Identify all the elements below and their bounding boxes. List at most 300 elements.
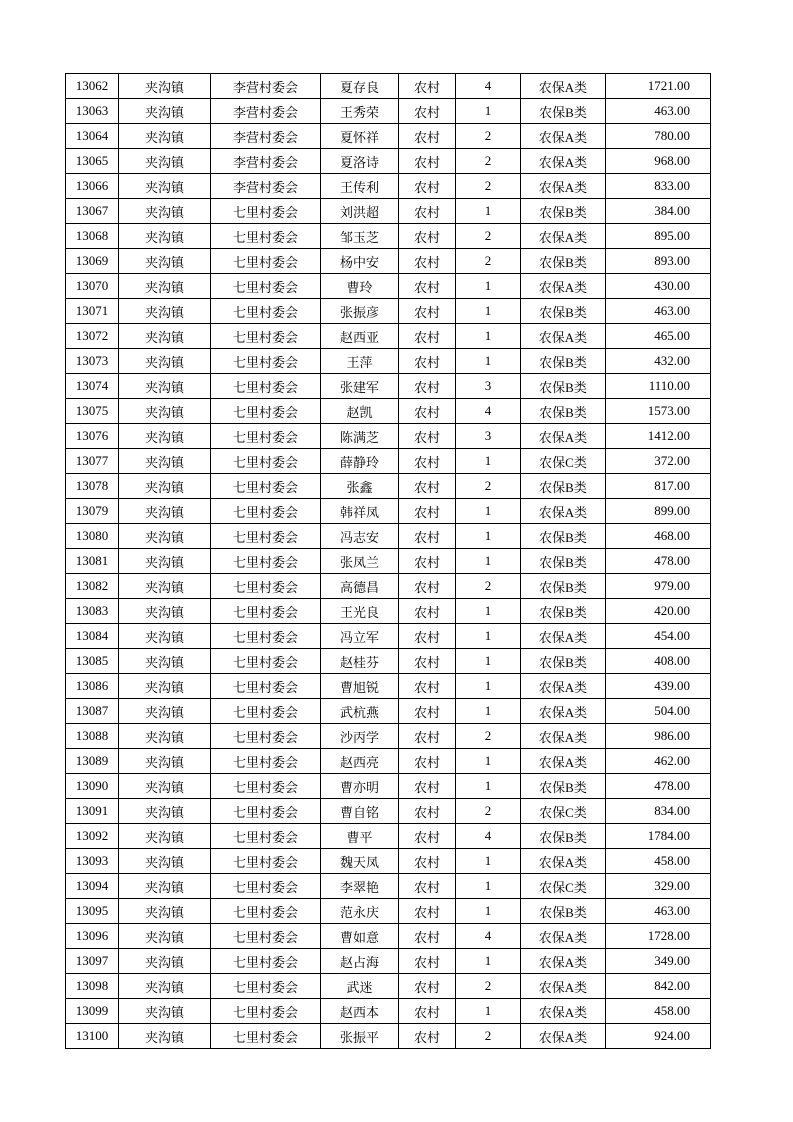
cell-town: 夹沟镇: [119, 924, 211, 949]
cell-insurance-category: 农保A类: [521, 624, 606, 649]
cell-member-count: 1: [456, 449, 521, 474]
cell-insurance-category: 农保A类: [521, 849, 606, 874]
cell-town: 夹沟镇: [119, 149, 211, 174]
cell-town: 夹沟镇: [119, 824, 211, 849]
cell-person-name: 夏存良: [321, 74, 399, 99]
cell-amount: 458.00: [606, 849, 711, 874]
cell-record-id: 13089: [66, 749, 119, 774]
cell-village-committee: 七里村委会: [211, 574, 321, 599]
cell-member-count: 1: [456, 349, 521, 374]
cell-record-id: 13093: [66, 849, 119, 874]
cell-area-type: 农村: [399, 374, 456, 399]
cell-insurance-category: 农保B类: [521, 249, 606, 274]
cell-person-name: 赵西本: [321, 999, 399, 1024]
cell-area-type: 农村: [399, 774, 456, 799]
cell-amount: 968.00: [606, 149, 711, 174]
cell-town: 夹沟镇: [119, 1024, 211, 1049]
cell-town: 夹沟镇: [119, 374, 211, 399]
table-row: [66, 799, 711, 824]
cell-member-count: 1: [456, 299, 521, 324]
cell-area-type: 农村: [399, 424, 456, 449]
cell-area-type: 农村: [399, 624, 456, 649]
cell-area-type: 农村: [399, 274, 456, 299]
cell-amount: 780.00: [606, 124, 711, 149]
cell-member-count: 2: [456, 224, 521, 249]
cell-town: 夹沟镇: [119, 474, 211, 499]
cell-record-id: 13063: [66, 99, 119, 124]
table-row: [66, 124, 711, 149]
cell-member-count: 1: [456, 499, 521, 524]
cell-record-id: 13084: [66, 624, 119, 649]
cell-person-name: 赵占海: [321, 949, 399, 974]
cell-area-type: 农村: [399, 899, 456, 924]
table-row: [66, 824, 711, 849]
cell-area-type: 农村: [399, 924, 456, 949]
table-row: [66, 899, 711, 924]
table-row: [66, 999, 711, 1024]
cell-record-id: 13094: [66, 874, 119, 899]
cell-area-type: 农村: [399, 474, 456, 499]
table-row: [66, 924, 711, 949]
cell-record-id: 13100: [66, 1024, 119, 1049]
cell-area-type: 农村: [399, 449, 456, 474]
cell-insurance-category: 农保B类: [521, 374, 606, 399]
table-row: [66, 149, 711, 174]
cell-person-name: 赵桂芬: [321, 649, 399, 674]
cell-record-id: 13065: [66, 149, 119, 174]
cell-record-id: 13062: [66, 74, 119, 99]
cell-amount: 432.00: [606, 349, 711, 374]
cell-insurance-category: 农保C类: [521, 799, 606, 824]
cell-town: 夹沟镇: [119, 449, 211, 474]
cell-amount: 420.00: [606, 599, 711, 624]
cell-amount: 893.00: [606, 249, 711, 274]
table-row: [66, 849, 711, 874]
cell-area-type: 农村: [399, 749, 456, 774]
cell-person-name: 魏天凤: [321, 849, 399, 874]
cell-village-committee: 七里村委会: [211, 599, 321, 624]
cell-insurance-category: 农保C类: [521, 449, 606, 474]
cell-amount: 924.00: [606, 1024, 711, 1049]
cell-area-type: 农村: [399, 399, 456, 424]
cell-person-name: 武迷: [321, 974, 399, 999]
table-row: [66, 724, 711, 749]
table-row: [66, 1024, 711, 1049]
cell-person-name: 沙丙学: [321, 724, 399, 749]
cell-area-type: 农村: [399, 949, 456, 974]
cell-amount: 463.00: [606, 899, 711, 924]
cell-insurance-category: 农保A类: [521, 999, 606, 1024]
cell-area-type: 农村: [399, 249, 456, 274]
cell-record-id: 13078: [66, 474, 119, 499]
cell-village-committee: 七里村委会: [211, 374, 321, 399]
cell-village-committee: 七里村委会: [211, 224, 321, 249]
cell-insurance-category: 农保A类: [521, 749, 606, 774]
cell-record-id: 13069: [66, 249, 119, 274]
cell-village-committee: 七里村委会: [211, 424, 321, 449]
table-row: [66, 174, 711, 199]
table-row: [66, 974, 711, 999]
cell-amount: 462.00: [606, 749, 711, 774]
cell-record-id: 13085: [66, 649, 119, 674]
cell-member-count: 1: [456, 999, 521, 1024]
cell-town: 夹沟镇: [119, 699, 211, 724]
cell-area-type: 农村: [399, 149, 456, 174]
cell-village-committee: 李营村委会: [211, 99, 321, 124]
cell-town: 夹沟镇: [119, 274, 211, 299]
cell-insurance-category: 农保A类: [521, 699, 606, 724]
cell-record-id: 13090: [66, 774, 119, 799]
table-row: [66, 599, 711, 624]
cell-amount: 899.00: [606, 499, 711, 524]
cell-amount: 349.00: [606, 949, 711, 974]
cell-member-count: 1: [456, 749, 521, 774]
cell-person-name: 薛静玲: [321, 449, 399, 474]
cell-record-id: 13077: [66, 449, 119, 474]
cell-insurance-category: 农保B类: [521, 774, 606, 799]
cell-village-committee: 七里村委会: [211, 799, 321, 824]
cell-area-type: 农村: [399, 499, 456, 524]
cell-town: 夹沟镇: [119, 324, 211, 349]
cell-member-count: 4: [456, 399, 521, 424]
cell-member-count: 1: [456, 99, 521, 124]
cell-member-count: 1: [456, 624, 521, 649]
cell-area-type: 农村: [399, 849, 456, 874]
cell-town: 夹沟镇: [119, 874, 211, 899]
cell-member-count: 1: [456, 849, 521, 874]
cell-insurance-category: 农保A类: [521, 124, 606, 149]
cell-town: 夹沟镇: [119, 399, 211, 424]
cell-town: 夹沟镇: [119, 174, 211, 199]
cell-village-committee: 七里村委会: [211, 274, 321, 299]
cell-area-type: 农村: [399, 99, 456, 124]
cell-insurance-category: 农保A类: [521, 274, 606, 299]
cell-area-type: 农村: [399, 649, 456, 674]
cell-amount: 458.00: [606, 999, 711, 1024]
cell-record-id: 13072: [66, 324, 119, 349]
cell-town: 夹沟镇: [119, 524, 211, 549]
cell-amount: 439.00: [606, 674, 711, 699]
cell-member-count: 4: [456, 924, 521, 949]
cell-insurance-category: 农保B类: [521, 599, 606, 624]
cell-village-committee: 七里村委会: [211, 499, 321, 524]
cell-town: 夹沟镇: [119, 974, 211, 999]
cell-record-id: 13087: [66, 699, 119, 724]
cell-town: 夹沟镇: [119, 199, 211, 224]
cell-person-name: 杨中安: [321, 249, 399, 274]
cell-area-type: 农村: [399, 224, 456, 249]
table-row: [66, 524, 711, 549]
cell-town: 夹沟镇: [119, 999, 211, 1024]
cell-person-name: 曹玲: [321, 274, 399, 299]
table-row: [66, 199, 711, 224]
cell-amount: 1412.00: [606, 424, 711, 449]
cell-town: 夹沟镇: [119, 649, 211, 674]
cell-member-count: 1: [456, 549, 521, 574]
cell-amount: 468.00: [606, 524, 711, 549]
cell-insurance-category: 农保B类: [521, 399, 606, 424]
cell-amount: 478.00: [606, 549, 711, 574]
table-row: [66, 699, 711, 724]
table-row: [66, 499, 711, 524]
cell-town: 夹沟镇: [119, 899, 211, 924]
cell-member-count: 1: [456, 674, 521, 699]
cell-insurance-category: 农保A类: [521, 499, 606, 524]
cell-village-committee: 七里村委会: [211, 874, 321, 899]
cell-record-id: 13098: [66, 974, 119, 999]
cell-village-committee: 七里村委会: [211, 549, 321, 574]
cell-member-count: 1: [456, 649, 521, 674]
table-body: [66, 74, 711, 1049]
table-row: [66, 449, 711, 474]
table-row: [66, 874, 711, 899]
cell-record-id: 13095: [66, 899, 119, 924]
cell-person-name: 赵西亚: [321, 324, 399, 349]
cell-village-committee: 七里村委会: [211, 774, 321, 799]
cell-member-count: 1: [456, 949, 521, 974]
cell-insurance-category: 农保B类: [521, 474, 606, 499]
cell-person-name: 高德昌: [321, 574, 399, 599]
table-row: [66, 474, 711, 499]
cell-record-id: 13081: [66, 549, 119, 574]
cell-village-committee: 七里村委会: [211, 399, 321, 424]
cell-village-committee: 七里村委会: [211, 724, 321, 749]
cell-insurance-category: 农保A类: [521, 149, 606, 174]
cell-village-committee: 七里村委会: [211, 849, 321, 874]
cell-amount: 408.00: [606, 649, 711, 674]
cell-member-count: 2: [456, 574, 521, 599]
cell-insurance-category: 农保B类: [521, 549, 606, 574]
table-row: [66, 749, 711, 774]
cell-member-count: 2: [456, 174, 521, 199]
table-row: [66, 74, 711, 99]
cell-amount: 372.00: [606, 449, 711, 474]
cell-village-committee: 七里村委会: [211, 974, 321, 999]
cell-area-type: 农村: [399, 699, 456, 724]
cell-person-name: 陈满芝: [321, 424, 399, 449]
cell-village-committee: 七里村委会: [211, 449, 321, 474]
cell-record-id: 13083: [66, 599, 119, 624]
cell-member-count: 2: [456, 799, 521, 824]
cell-record-id: 13088: [66, 724, 119, 749]
cell-amount: 504.00: [606, 699, 711, 724]
cell-amount: 463.00: [606, 99, 711, 124]
table-row: [66, 299, 711, 324]
cell-record-id: 13080: [66, 524, 119, 549]
cell-member-count: 1: [456, 699, 521, 724]
cell-person-name: 武杭燕: [321, 699, 399, 724]
cell-member-count: 1: [456, 599, 521, 624]
cell-amount: 1110.00: [606, 374, 711, 399]
cell-person-name: 张振彦: [321, 299, 399, 324]
cell-town: 夹沟镇: [119, 124, 211, 149]
cell-insurance-category: 农保B类: [521, 99, 606, 124]
cell-village-committee: 李营村委会: [211, 149, 321, 174]
cell-insurance-category: 农保A类: [521, 424, 606, 449]
cell-insurance-category: 农保A类: [521, 224, 606, 249]
cell-area-type: 农村: [399, 824, 456, 849]
cell-village-committee: 七里村委会: [211, 474, 321, 499]
cell-record-id: 13096: [66, 924, 119, 949]
cell-record-id: 13099: [66, 999, 119, 1024]
cell-village-committee: 七里村委会: [211, 824, 321, 849]
cell-record-id: 13071: [66, 299, 119, 324]
cell-member-count: 2: [456, 724, 521, 749]
cell-area-type: 农村: [399, 349, 456, 374]
table-row: [66, 574, 711, 599]
cell-insurance-category: 农保A类: [521, 74, 606, 99]
table-row: [66, 324, 711, 349]
cell-village-committee: 七里村委会: [211, 949, 321, 974]
cell-member-count: 2: [456, 249, 521, 274]
cell-amount: 979.00: [606, 574, 711, 599]
cell-member-count: 1: [456, 524, 521, 549]
table-row: [66, 249, 711, 274]
cell-person-name: 王萍: [321, 349, 399, 374]
cell-insurance-category: 农保B类: [521, 899, 606, 924]
cell-amount: 454.00: [606, 624, 711, 649]
cell-town: 夹沟镇: [119, 549, 211, 574]
cell-insurance-category: 农保A类: [521, 324, 606, 349]
cell-person-name: 范永庆: [321, 899, 399, 924]
cell-record-id: 13091: [66, 799, 119, 824]
cell-area-type: 农村: [399, 799, 456, 824]
table-row: [66, 949, 711, 974]
cell-town: 夹沟镇: [119, 99, 211, 124]
cell-insurance-category: 农保A类: [521, 924, 606, 949]
cell-village-committee: 七里村委会: [211, 199, 321, 224]
cell-area-type: 农村: [399, 199, 456, 224]
cell-person-name: 夏洛诗: [321, 149, 399, 174]
cell-member-count: 1: [456, 199, 521, 224]
cell-amount: 817.00: [606, 474, 711, 499]
cell-area-type: 农村: [399, 324, 456, 349]
cell-village-committee: 七里村委会: [211, 1024, 321, 1049]
cell-insurance-category: 农保A类: [521, 174, 606, 199]
cell-amount: 833.00: [606, 174, 711, 199]
cell-town: 夹沟镇: [119, 424, 211, 449]
cell-person-name: 张振平: [321, 1024, 399, 1049]
cell-member-count: 2: [456, 149, 521, 174]
cell-village-committee: 七里村委会: [211, 624, 321, 649]
cell-village-committee: 七里村委会: [211, 749, 321, 774]
cell-village-committee: 七里村委会: [211, 649, 321, 674]
cell-village-committee: 七里村委会: [211, 899, 321, 924]
cell-person-name: 赵西亮: [321, 749, 399, 774]
table-row: [66, 399, 711, 424]
cell-record-id: 13073: [66, 349, 119, 374]
table-row: [66, 549, 711, 574]
cell-area-type: 农村: [399, 974, 456, 999]
cell-record-id: 13067: [66, 199, 119, 224]
table-row: [66, 274, 711, 299]
cell-town: 夹沟镇: [119, 499, 211, 524]
cell-person-name: 张凤兰: [321, 549, 399, 574]
cell-area-type: 农村: [399, 549, 456, 574]
table-row: [66, 424, 711, 449]
cell-town: 夹沟镇: [119, 749, 211, 774]
cell-area-type: 农村: [399, 1024, 456, 1049]
cell-town: 夹沟镇: [119, 574, 211, 599]
cell-insurance-category: 农保C类: [521, 874, 606, 899]
cell-area-type: 农村: [399, 574, 456, 599]
cell-town: 夹沟镇: [119, 249, 211, 274]
cell-village-committee: 七里村委会: [211, 249, 321, 274]
cell-town: 夹沟镇: [119, 774, 211, 799]
cell-amount: 842.00: [606, 974, 711, 999]
cell-amount: 895.00: [606, 224, 711, 249]
cell-member-count: 1: [456, 874, 521, 899]
cell-area-type: 农村: [399, 74, 456, 99]
table-row: [66, 349, 711, 374]
cell-village-committee: 七里村委会: [211, 699, 321, 724]
cell-person-name: 冯志安: [321, 524, 399, 549]
cell-amount: 478.00: [606, 774, 711, 799]
cell-member-count: 3: [456, 424, 521, 449]
cell-member-count: 1: [456, 774, 521, 799]
cell-insurance-category: 农保B类: [521, 524, 606, 549]
cell-record-id: 13068: [66, 224, 119, 249]
table-row: [66, 674, 711, 699]
cell-person-name: 王光良: [321, 599, 399, 624]
cell-amount: 1728.00: [606, 924, 711, 949]
cell-person-name: 曹如意: [321, 924, 399, 949]
cell-insurance-category: 农保A类: [521, 674, 606, 699]
cell-village-committee: 七里村委会: [211, 524, 321, 549]
cell-area-type: 农村: [399, 174, 456, 199]
cell-person-name: 冯立军: [321, 624, 399, 649]
cell-insurance-category: 农保B类: [521, 349, 606, 374]
cell-person-name: 张鑫: [321, 474, 399, 499]
cell-amount: 384.00: [606, 199, 711, 224]
cell-area-type: 农村: [399, 124, 456, 149]
cell-record-id: 13064: [66, 124, 119, 149]
cell-amount: 834.00: [606, 799, 711, 824]
cell-person-name: 曹旭锐: [321, 674, 399, 699]
cell-town: 夹沟镇: [119, 849, 211, 874]
cell-person-name: 夏怀祥: [321, 124, 399, 149]
cell-area-type: 农村: [399, 674, 456, 699]
cell-member-count: 2: [456, 474, 521, 499]
cell-town: 夹沟镇: [119, 299, 211, 324]
cell-insurance-category: 农保A类: [521, 974, 606, 999]
table-row: [66, 624, 711, 649]
cell-town: 夹沟镇: [119, 949, 211, 974]
cell-insurance-category: 农保B类: [521, 574, 606, 599]
cell-record-id: 13066: [66, 174, 119, 199]
cell-village-committee: 七里村委会: [211, 924, 321, 949]
cell-area-type: 农村: [399, 524, 456, 549]
cell-person-name: 曹平: [321, 824, 399, 849]
cell-town: 夹沟镇: [119, 599, 211, 624]
cell-amount: 986.00: [606, 724, 711, 749]
cell-area-type: 农村: [399, 999, 456, 1024]
cell-amount: 463.00: [606, 299, 711, 324]
cell-person-name: 韩祥凤: [321, 499, 399, 524]
cell-record-id: 13074: [66, 374, 119, 399]
cell-member-count: 1: [456, 324, 521, 349]
cell-village-committee: 七里村委会: [211, 674, 321, 699]
cell-insurance-category: 农保B类: [521, 649, 606, 674]
cell-amount: 430.00: [606, 274, 711, 299]
cell-town: 夹沟镇: [119, 224, 211, 249]
cell-town: 夹沟镇: [119, 674, 211, 699]
cell-person-name: 刘洪超: [321, 199, 399, 224]
cell-insurance-category: 农保B类: [521, 299, 606, 324]
cell-person-name: 王秀荣: [321, 99, 399, 124]
cell-record-id: 13082: [66, 574, 119, 599]
data-table: [65, 73, 711, 1049]
